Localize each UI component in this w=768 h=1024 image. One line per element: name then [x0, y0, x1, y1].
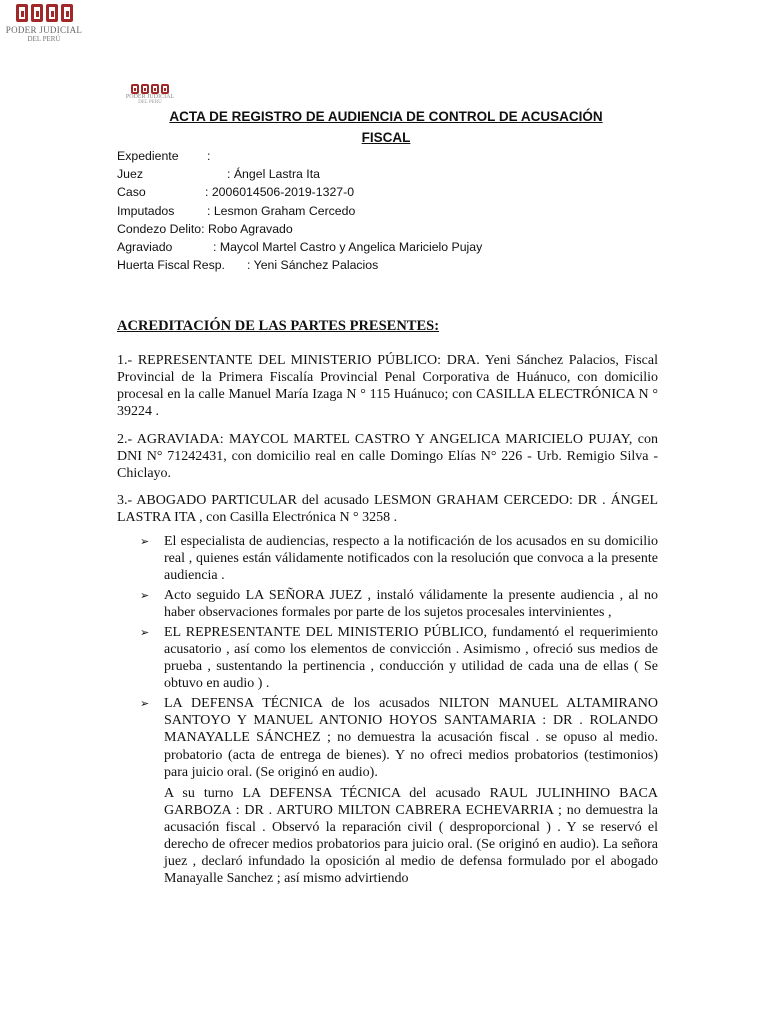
meta-label: Expediente — [117, 149, 179, 163]
list-item: ➢ EL REPRESENTANTE DEL MINISTERIO PÚBLICO, fundamentó el requerimiento acusatorio , así como los elementos de convicción . Asimismo , ofreció sus medios de prueba , sustentando la pertinencia , conducción y utilidad de cada una de ellas ( Se obtuvo en audio ) . — [140, 625, 658, 691]
meta-value: Lesmon Graham Cercedo — [213, 203, 356, 218]
proceedings-list — [140, 533, 658, 887]
meta-row — [117, 183, 482, 201]
meta-value: 2006014506-2019-1327-0 — [211, 185, 355, 200]
meta-row — [117, 238, 482, 256]
small-logo-subtext: DEL PERÚ — [138, 100, 162, 105]
meta-label: Caso — [117, 185, 146, 200]
arrow-bullet-icon: ➢ — [140, 536, 150, 548]
small-logo-emblem-icon — [108, 84, 192, 94]
arrow-bullet-icon: ➢ — [140, 627, 150, 639]
list-item: ➢ Acto seguido LA SEÑORA JUEZ , instaló válidamente la presente audiencia , al no haber observaciones formales por parte de los sujetos procesales intervinientes , — [140, 588, 658, 620]
logo-emblem-icon — [4, 4, 84, 22]
document-title — [110, 106, 662, 148]
title-line-2: FISCAL — [361, 130, 411, 145]
meta-row — [117, 165, 482, 183]
meta-separator: : — [207, 203, 214, 218]
meta-separator: : — [213, 240, 220, 255]
logo-text: PODER JUDICIAL — [5, 25, 83, 35]
logo-subtext: DEL PERÚ — [27, 35, 61, 43]
list-item: ➢ LA DEFENSA TÉCNICA de los acusados NILTON MANUEL ALTAMIRANO SANTOYO Y MANUEL ANTONIO HOYOS SANTAMARIA : DR . ROLANDO MANAYALLE SÁNCHEZ ; no demuestra la acusación fiscal . se opuso al medio. probatorio (acta de entrega de bienes). Y no ofreci medios probatorios (testimonios) para juicio oral. (Se originó en audio). — [140, 696, 658, 780]
arrow-bullet-icon: ➢ — [140, 590, 150, 602]
meta-label: Condezo Delito — [117, 221, 202, 236]
poder-judicial-logo — [4, 4, 84, 43]
meta-label: Imputados — [117, 203, 175, 218]
list-item: ➢ El especialista de audiencias, respecto a la notificación de los acusados en su domicilio real , quienes están válidamente notificados con la resolución que convoca a la presente audiencia . — [140, 534, 658, 583]
meta-label: Juez — [117, 167, 143, 182]
meta-row — [117, 147, 482, 165]
section-title: ACREDITACIÓN DE LAS PARTES PRESENTES: — [117, 318, 440, 334]
meta-label: Huerta Fiscal Resp. — [117, 258, 225, 273]
meta-label: Agraviado — [117, 240, 173, 255]
meta-separator: : — [247, 258, 254, 273]
small-logo-text: PODER JUDICIAL — [125, 94, 175, 100]
meta-row — [117, 202, 482, 220]
meta-value: Robo Agravado — [207, 221, 293, 236]
meta-value: Maycol Martel Castro y Angelica Maricielo Pujay — [219, 240, 483, 255]
meta-separator: : — [227, 167, 234, 182]
poder-judicial-small-logo — [108, 84, 192, 105]
party-3: 3.- ABOGADO PARTICULAR del acusado LESMON GRAHAM CERCEDO: DR . ÁNGEL LASTRA ITA , con Casilla Electrónica N ° 3258 . — [117, 493, 658, 525]
meta-separator: : — [201, 221, 208, 236]
case-metadata — [117, 147, 482, 274]
party-1: 1.- REPRESENTANTE DEL MINISTERIO PÚBLICO: DRA. Yeni Sánchez Palacios, Fiscal Provincial de la Primera Fiscalía Provincial Penal Corporativa de Huánuco, con domicilio procesal en la calle Manuel María Izaga N ° 115 Huánuco; con CASILLA ELECTRÓNICA N ° 39224 . — [117, 353, 658, 419]
arrow-bullet-icon: ➢ — [140, 698, 150, 710]
meta-row — [117, 256, 482, 274]
meta-separator: : — [207, 149, 211, 163]
meta-value: Ángel Lastra Ita — [233, 167, 320, 182]
title-line-1: ACTA DE REGISTRO DE AUDIENCIA DE CONTROL DE ACUSACIÓN — [169, 109, 603, 124]
meta-value: Yeni Sánchez Palacios — [253, 258, 379, 273]
continuation-paragraph: A su turno LA DEFENSA TÉCNICA del acusado RAUL JULINHINO BACA GARBOZA : DR . ARTURO MILTON CABRERA ECHEVARRIA ; no demuestra la acusación fiscal . Observó la reparación civil ( desproporcional ) . Y se reservó el derecho de ofrecer medios probatorios para juicio oral. (Se originó en audio). La señora juez , declaró infundado la oposición al medio de defensa formulado por el abogado Manayalle Sanchez ; así mismo advirtiendo — [164, 786, 658, 887]
party-2: 2.- AGRAVIADA: MAYCOL MARTEL CASTRO Y ANGELICA MARICIELO PUJAY, con DNI N° 71242431, con domicilio real en calle Domingo Elías N° 226 - Urb. Remigio Silva - Chiclayo. — [117, 432, 658, 481]
meta-separator: : — [205, 185, 212, 200]
meta-row — [117, 220, 482, 238]
